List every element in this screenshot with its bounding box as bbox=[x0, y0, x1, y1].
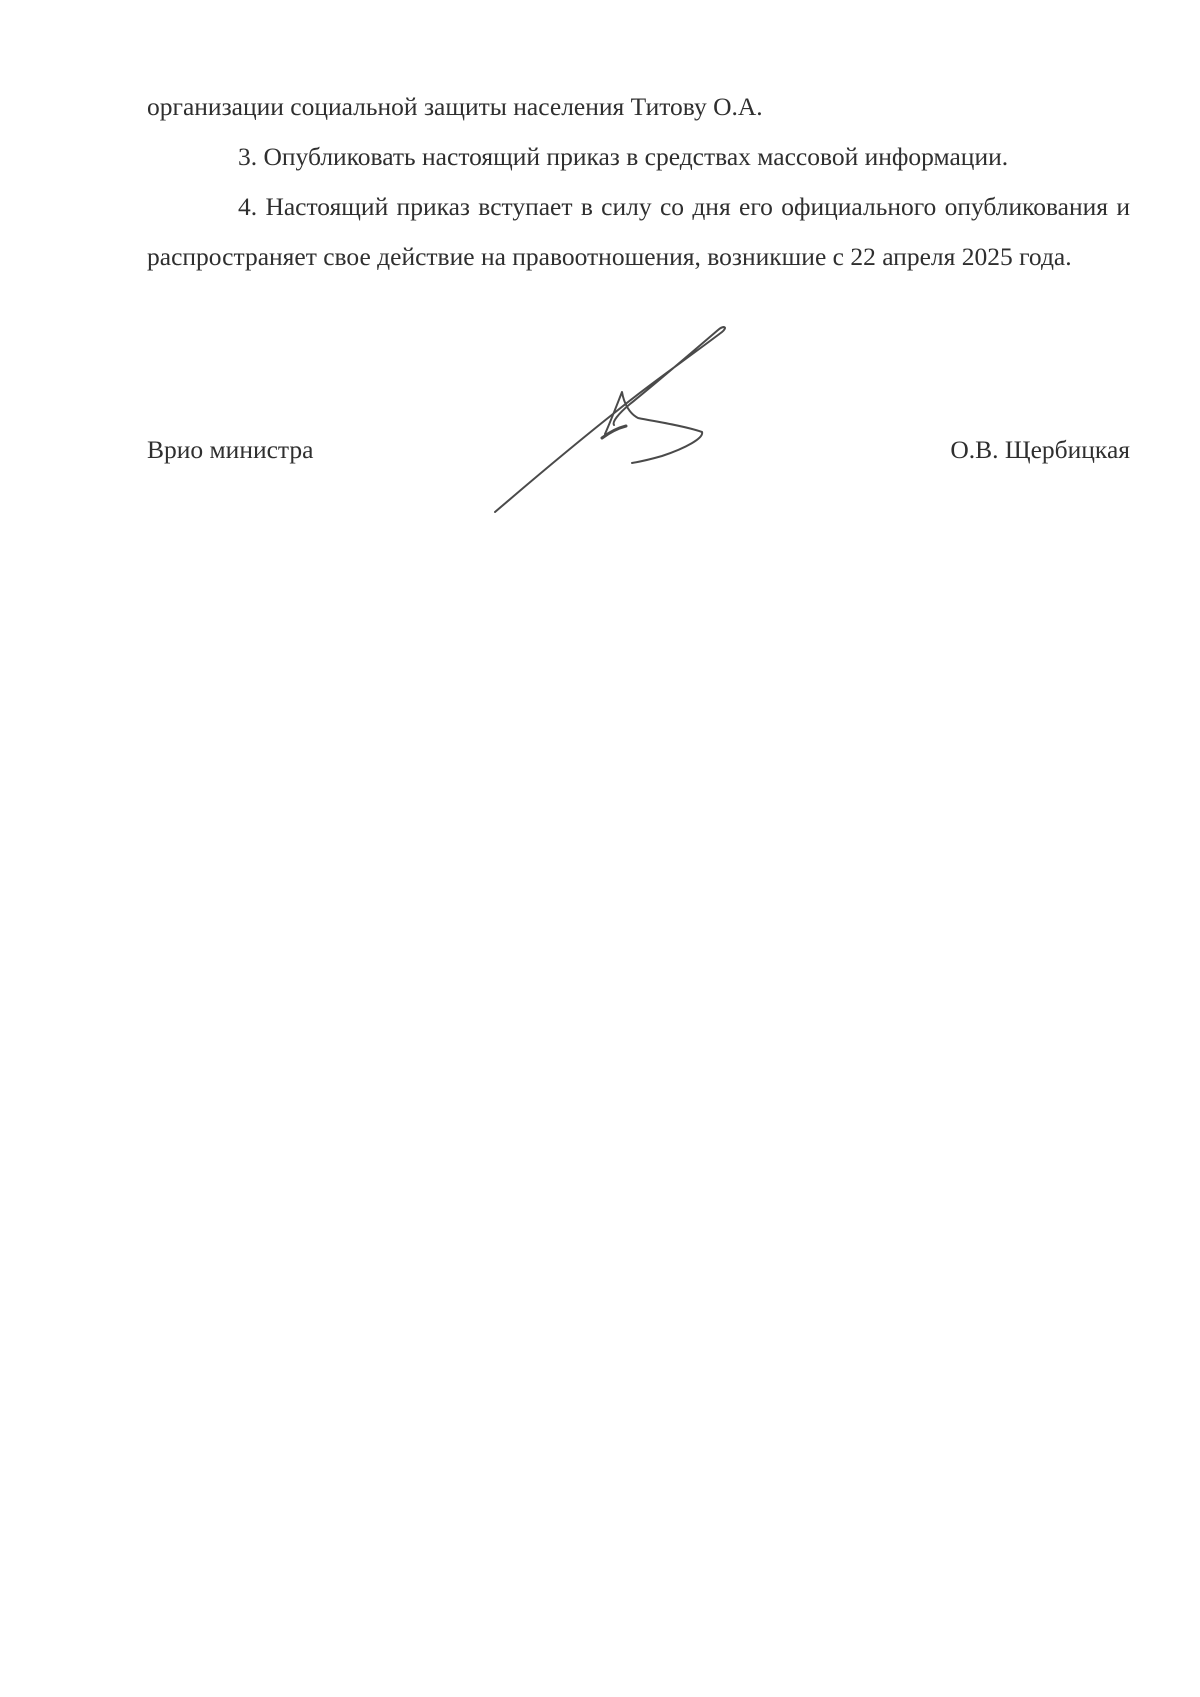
paragraph-continuation: организации социальной защиты населения Титову О.А. bbox=[147, 92, 763, 121]
signature-block bbox=[147, 430, 1130, 470]
paragraph-item-4: 4. Настоящий приказ вступает в силу со дня его официального опубликования и распространяет свое действие на правоотношения, возникшие с 22 апреля 2025 года. bbox=[147, 192, 1130, 271]
handwritten-signature bbox=[490, 322, 770, 517]
paragraph-item-3: 3. Опубликовать настоящий приказ в средствах массовой информации. bbox=[238, 142, 1009, 171]
signer-name: О.В. Щербицкая bbox=[950, 435, 1130, 464]
document-body bbox=[147, 82, 1130, 282]
signer-title: Врио министра bbox=[147, 435, 314, 464]
